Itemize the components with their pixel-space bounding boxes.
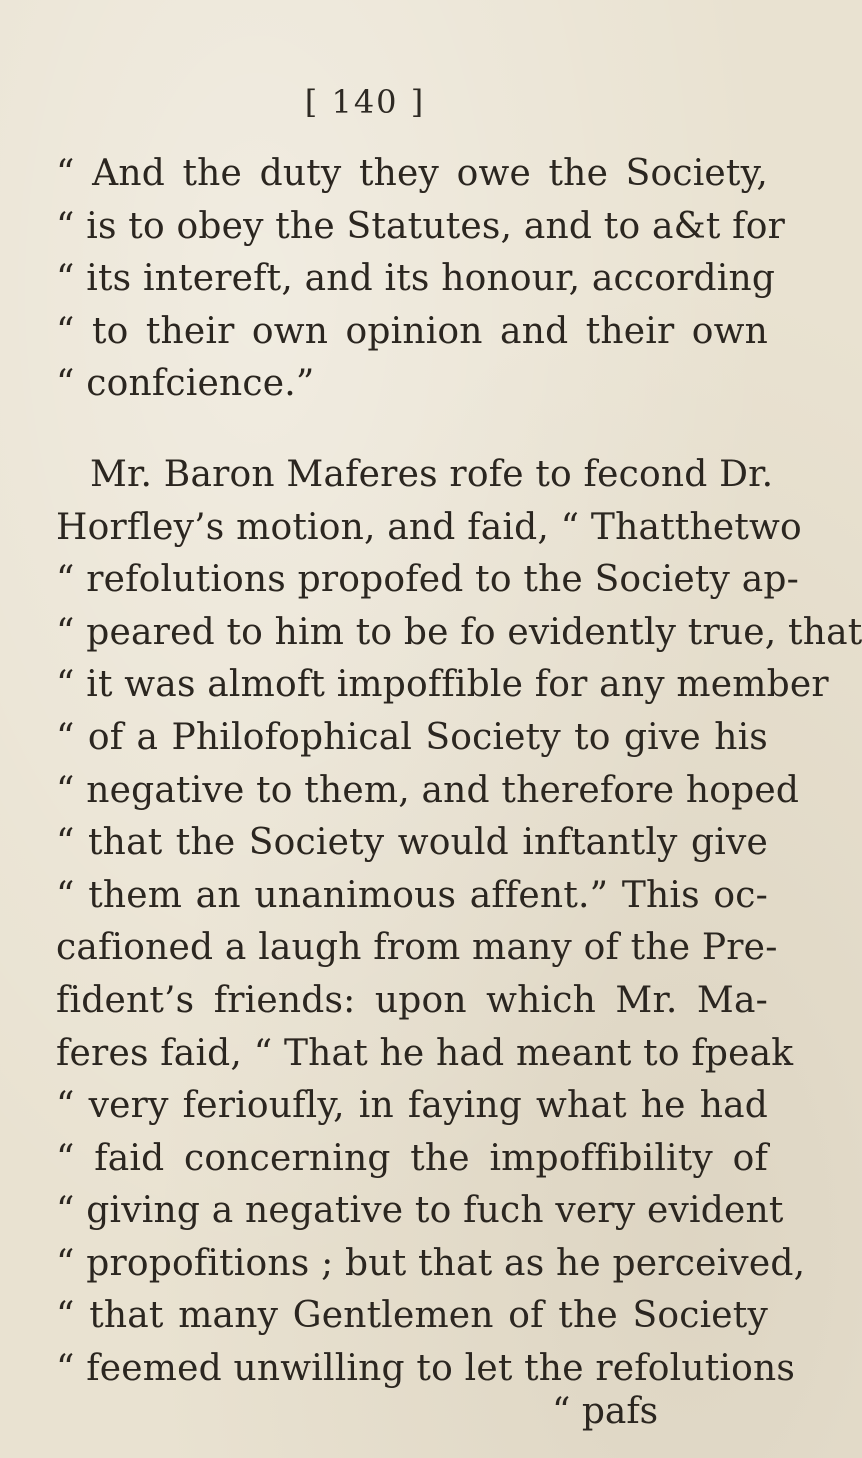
catchword: “ pafs: [552, 1391, 659, 1432]
text-line: “ that the Society would inftantly give: [56, 822, 768, 864]
text-line: “ propofitions ; but that as he perceived,: [56, 1242, 806, 1284]
text-line: cafioned a laugh from many of the Pre-: [56, 927, 778, 969]
text-line: “ that many Gentlemen of the Society: [56, 1295, 768, 1337]
text-line: “ giving a negative to fuch very evident: [56, 1190, 784, 1232]
text-line: “ And the duty they owe the Society,: [56, 153, 768, 194]
text-line: “ negative to them, and therefore hoped: [56, 769, 800, 811]
text-line: “ it was almoft impoffible for any member: [56, 664, 829, 706]
text-line: feres faid, “ That he had meant to fpeak: [56, 1032, 794, 1074]
text-line: “ confcience.”: [56, 363, 315, 405]
text-line: “ feemed unwilling to let the refolutions: [56, 1348, 796, 1390]
page-number-header: [ 140 ]: [304, 83, 426, 121]
text-line: “ very ferioufly, in faying what he had: [56, 1085, 768, 1127]
paragraph-start-line: Mr. Baron Maferes rofe to fecond Dr.: [90, 453, 774, 495]
text-line: “ faid concerning the impoffibility of: [56, 1137, 768, 1179]
text-line: “ is to obey the Statutes, and to a&t for: [56, 205, 785, 247]
text-line: “ peared to him to be fo evidently true, that: [56, 611, 862, 653]
text-line: “ to their own opinion and their own: [56, 310, 768, 352]
text-line: fident’s friends: upon which Mr. Ma-: [56, 979, 768, 1021]
body-text: [56, 148, 862, 1396]
text-line: “ of a Philofophical Society to give his: [56, 716, 768, 758]
text-line: “ refolutions propofed to the Society ap-: [56, 559, 800, 601]
text-line: Horfley’s motion, and faid, “ Thatthetwo: [56, 506, 802, 548]
text-line: “ them an unanimous affent.” This oc-: [56, 874, 768, 916]
text-line: “ its intereft, and its honour, according: [56, 258, 776, 300]
